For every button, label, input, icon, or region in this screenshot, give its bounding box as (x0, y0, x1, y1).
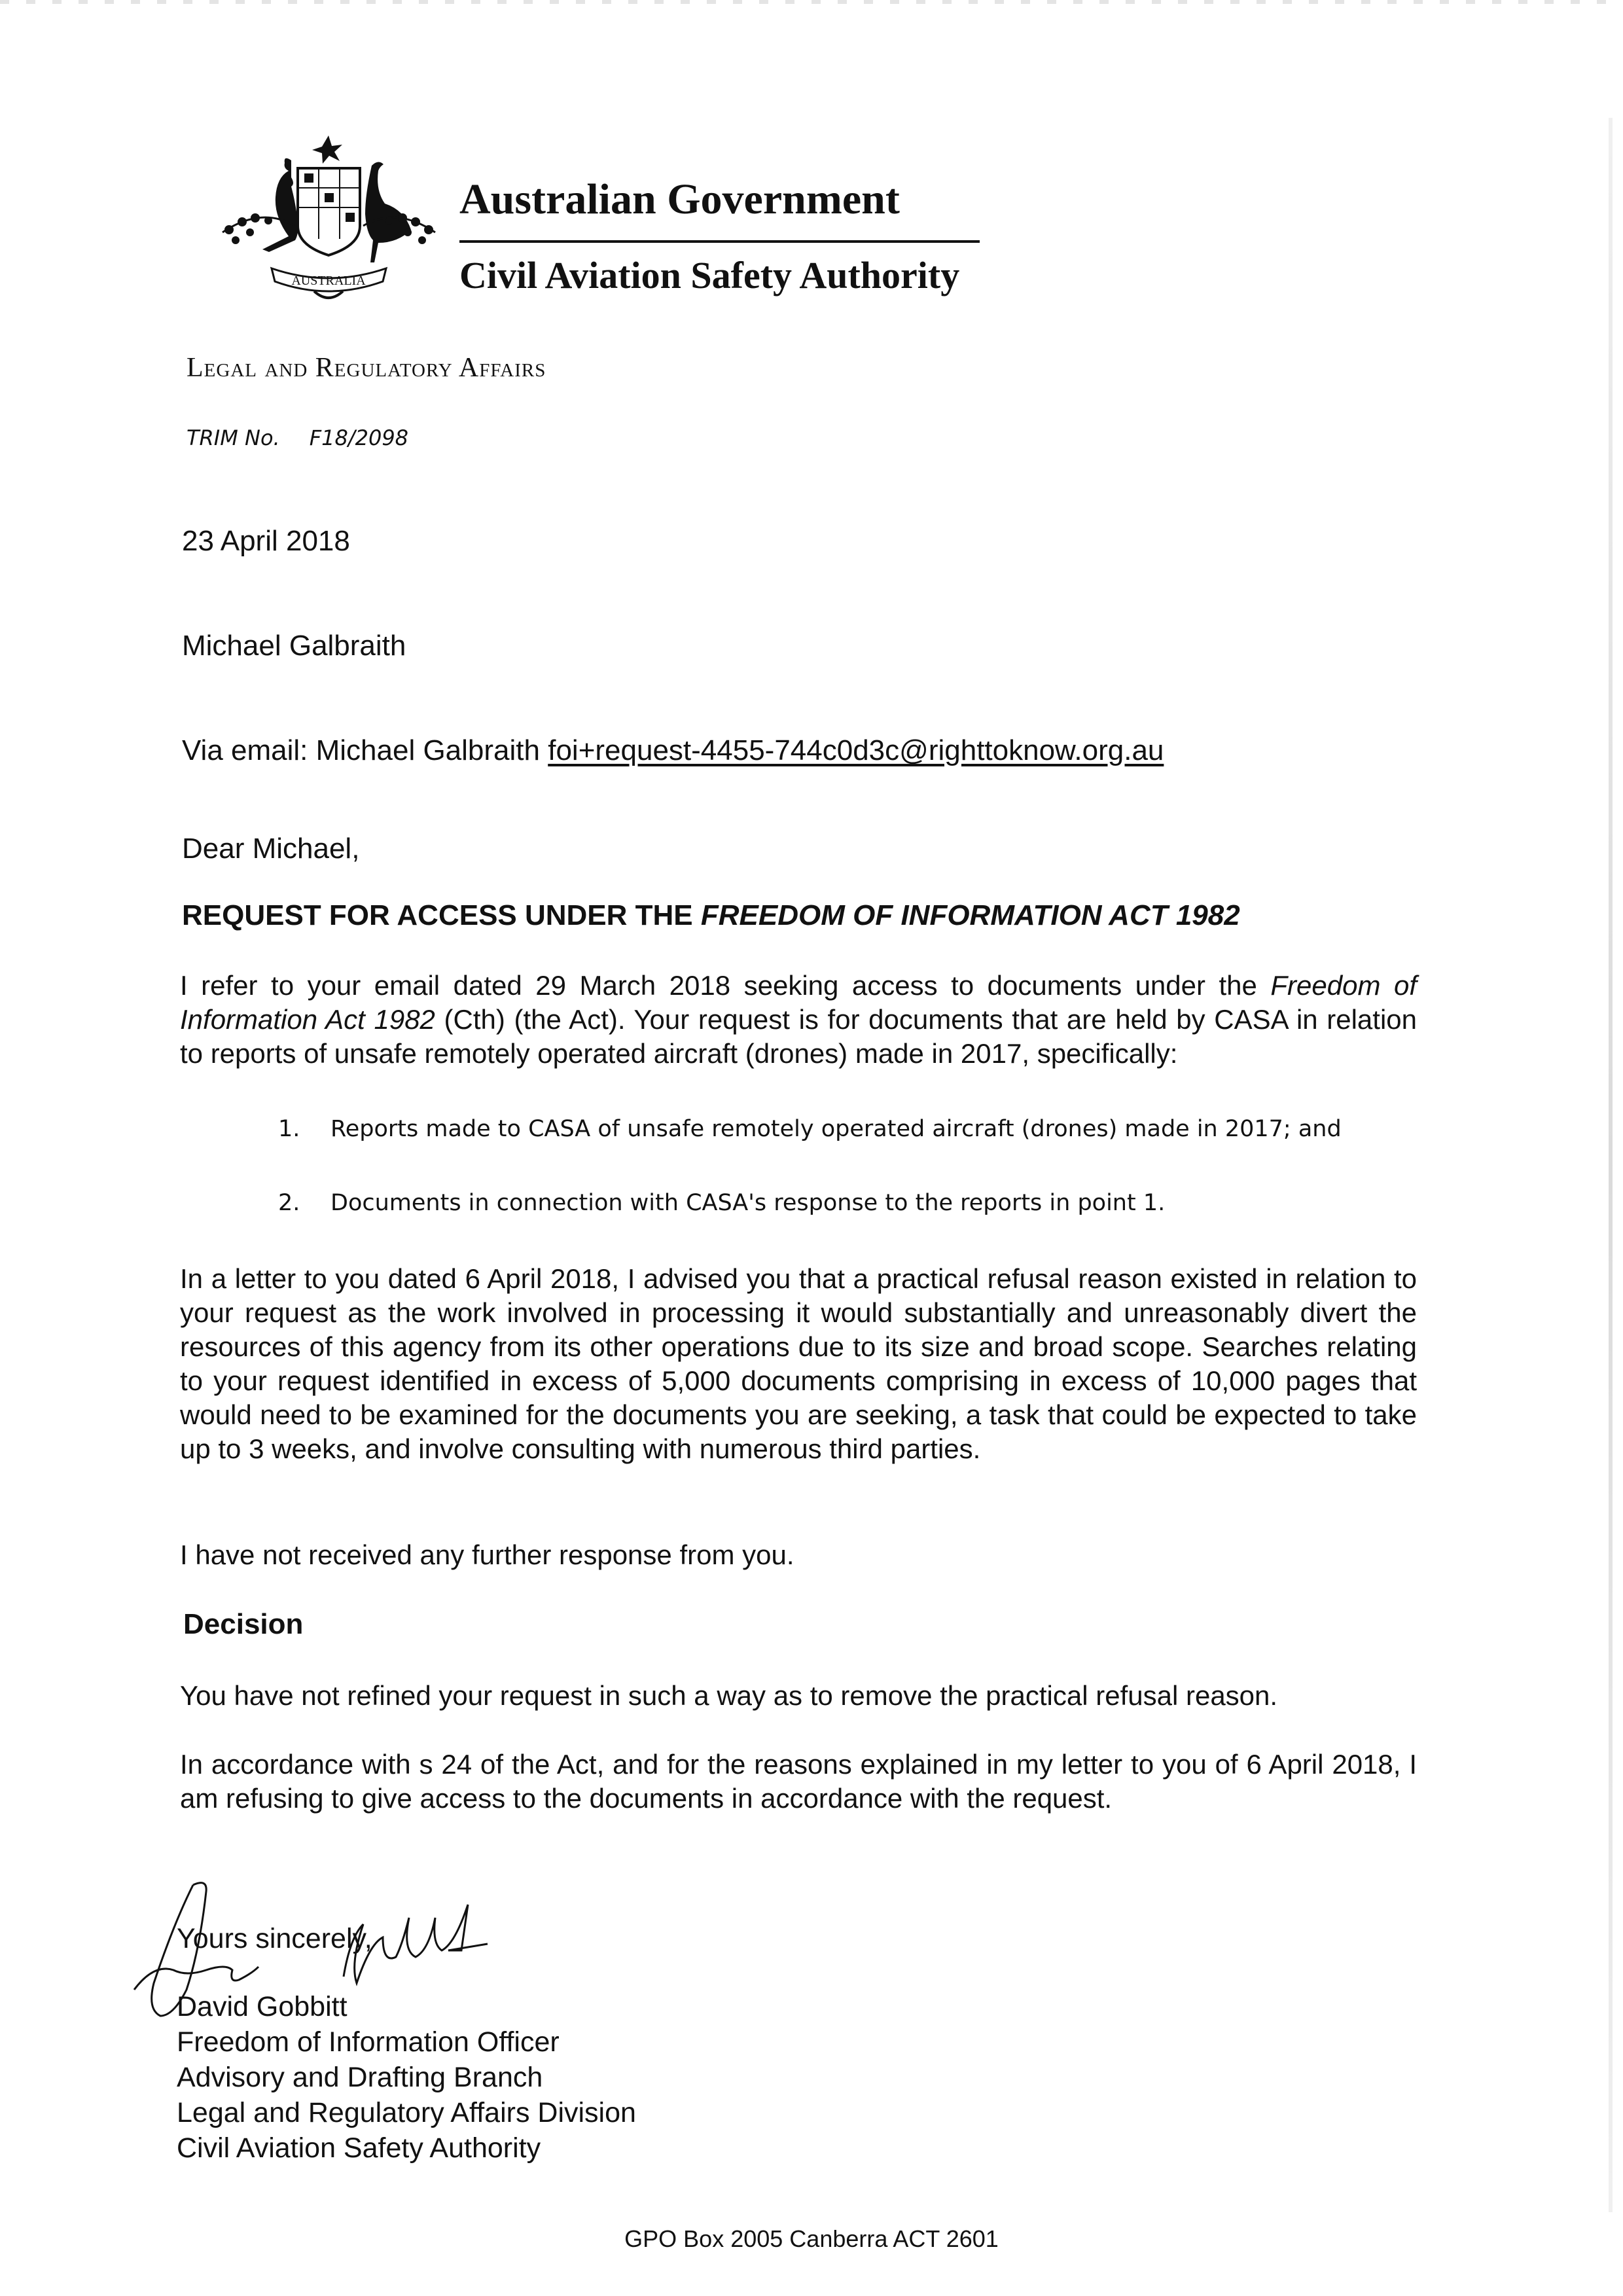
closing: Yours sincerely, (177, 1923, 372, 1954)
letter-subject-heading (182, 898, 1240, 933)
signatory-organisation: Civil Aviation Safety Authority (177, 2132, 541, 2164)
letterhead-divider (459, 240, 980, 243)
decision-paragraph-2: In accordance with s 24 of the Act, and for the reasons explained in my letter to you of 6 April 2018, I am refusing to give access to the documents in accordance with the request. (180, 1749, 1417, 1814)
via-email-prefix: Via email: Michael Galbraith (182, 734, 548, 766)
intro-part-1: I refer to your email dated 29 March 2018 seeking access to documents under the (180, 970, 1271, 1001)
footer-address: GPO Box 2005 Canberra ACT 2601 (624, 2225, 999, 2252)
request-item-number: 1. (278, 1116, 300, 1142)
recipient-name: Michael Galbraith (182, 630, 406, 662)
signatory-name: David Gobbitt (177, 1991, 348, 2022)
intro-act-title: Freedom of Information Act 1982 (180, 970, 1417, 1035)
heading-act-title: FREEDOM OF INFORMATION ACT 1982 (700, 899, 1240, 931)
intro-part-2: (Cth) (the Act). Your request is for documents that are held by CASA in relation to reports of unsafe remotely operated aircraft (drones) made in 2017, specifically: (180, 1004, 1418, 1069)
request-item-text: Reports made to CASA of unsafe remotely operated aircraft (drones) made in 2017; and (330, 1116, 1342, 1142)
signature-block (177, 1921, 636, 2166)
signatory-branch: Advisory and Drafting Branch (177, 2062, 543, 2093)
coat-of-arms-logo (209, 134, 448, 311)
letter-date: 23 April 2018 (182, 525, 350, 557)
trim-number: F18/2098 (309, 425, 409, 450)
via-email-line (182, 733, 1164, 768)
signatory-division: Legal and Regulatory Affairs Division (177, 2097, 636, 2128)
trim-label: TRIM No. (187, 425, 280, 450)
scan-edge-top (0, 0, 1623, 4)
intro-paragraph (180, 969, 1417, 1071)
heading-plain: REQUEST FOR ACCESS UNDER THE (182, 899, 701, 931)
request-item-number: 2. (278, 1190, 300, 1216)
org-secondary-name: Civil Aviation Safety Authority (459, 254, 960, 296)
scan-edge-right (1609, 118, 1613, 2212)
decision-heading: Decision (183, 1608, 304, 1640)
salutation: Dear Michael, (182, 833, 360, 865)
recipient-email-link[interactable]: foi+request-4455-744c0d3c@righttoknow.org.au (548, 734, 1164, 766)
request-item (278, 1116, 1342, 1142)
decision-paragraph-1: You have not refined your request in such a way as to remove the practical refusal reason. (180, 1680, 1278, 1711)
trim-reference (187, 425, 408, 450)
refusal-reason-paragraph: In a letter to you dated 6 April 2018, I advised you that a practical refusal reason existed in relation to your request as the work involved in processing it would substantially and unreasonably divert the resources of this agency from its other operations due to its size and broad scope. Searches relating to your request identified in excess of 5,000 documents comprising in excess of 10,000 pages that would need to be examined for the documents you are seeking, a task that could be expected to take up to 3 weeks, and involve consulting with numerous third parties. (180, 1263, 1417, 1464)
division-name: Legal and Regulatory Affairs (187, 353, 546, 383)
svg-text:AUSTRALIA: AUSTRALIA (291, 274, 366, 288)
org-primary-name: Australian Government (459, 175, 900, 223)
request-item (278, 1190, 1165, 1216)
signatory-title: Freedom of Information Officer (177, 2026, 560, 2058)
request-item-text: Documents in connection with CASA's response to the reports in point 1. (330, 1190, 1166, 1216)
no-response-paragraph: I have not received any further response from you. (180, 1539, 794, 1570)
